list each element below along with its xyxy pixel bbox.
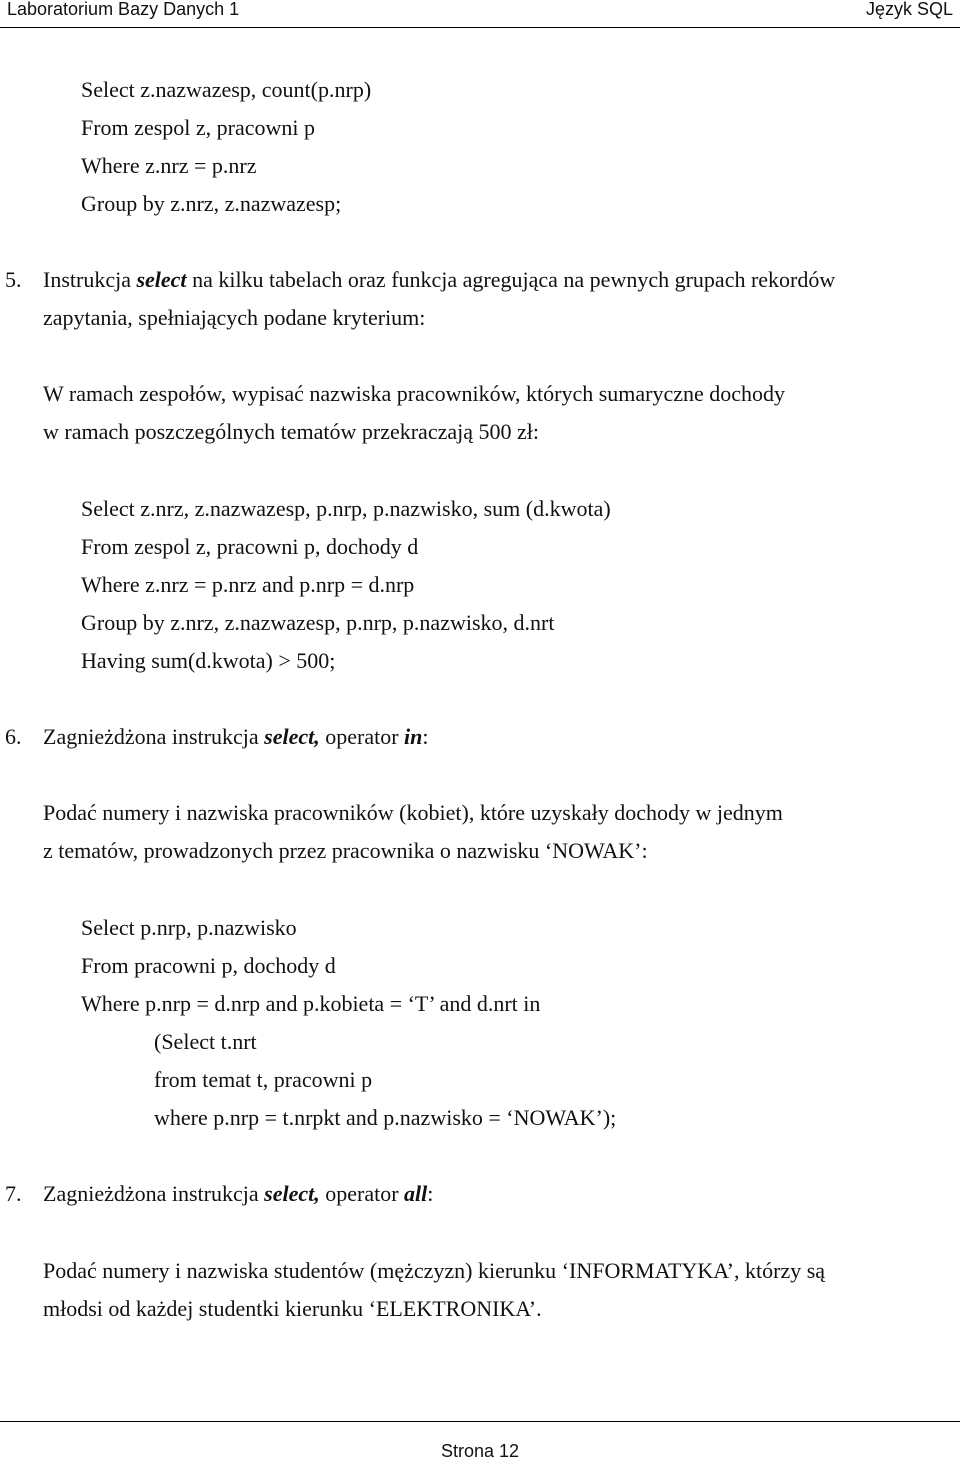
section-7-number: 7. [5, 1181, 22, 1206]
header-left: Laboratorium Bazy Danych 1 [7, 0, 240, 19]
code-line: From zespol z, pracowni p [81, 115, 315, 140]
section-5-title-line2: zapytania, spełniających podane kryterium: [43, 305, 426, 330]
header-rule [0, 27, 960, 28]
code-line: Where z.nrz = p.nrz and p.nrp = d.nrp [81, 572, 415, 597]
code-line: Select z.nazwazesp, count(p.nrp) [81, 77, 372, 102]
section-7-task: Podać numery i nazwiska studentów (mężczyzn) kierunku ‘INFORMATYKA’, którzy są [43, 1258, 826, 1283]
subquery-line: where p.nrp = t.nrpkt and p.nazwisko = ‘NOWAK’); [154, 1105, 617, 1130]
code-line: Select z.nrz, z.nazwazesp, p.nrp, p.nazwisko, sum (d.kwota) [81, 496, 611, 521]
code-line: From pracowni p, dochody d [81, 953, 336, 978]
code-line: From zespol z, pracowni p, dochody d [81, 534, 419, 559]
code-line: Having sum(d.kwota) > 500; [81, 648, 336, 673]
section-6-title: Zagnieżdżona instrukcja select, operator in: [43, 724, 429, 749]
section-6-task-line2: z tematów, prowadzonych przez pracownika o nazwisku ‘NOWAK’: [43, 838, 648, 863]
section-5-task: W ramach zespołów, wypisać nazwiska pracowników, których sumaryczne dochody [43, 381, 786, 406]
header-right: Język SQL [865, 0, 953, 19]
page-number: Strona 12 [440, 1441, 520, 1461]
subquery-line: from temat t, pracowni p [154, 1067, 373, 1092]
page-header [0, 0, 960, 22]
code-line: Where z.nrz = p.nrz [81, 153, 257, 178]
section-5-number: 5. [5, 267, 22, 292]
subquery-line: (Select t.nrt [154, 1029, 257, 1054]
section-7-title: Zagnieżdżona instrukcja select, operator all: [43, 1181, 434, 1206]
code-line: Group by z.nrz, z.nazwazesp, p.nrp, p.nazwisko, d.nrt [81, 610, 555, 635]
footer-rule [0, 1421, 960, 1422]
section-7-task-line2: młodsi od każdej studentki kierunku ‘ELEKTRONIKA’. [43, 1296, 542, 1321]
section-5-task-line2: w ramach poszczególnych tematów przekraczają 500 zł: [43, 419, 539, 444]
section-5-title: Instrukcja select na kilku tabelach oraz funkcja agregująca na pewnych grupach rekordów [43, 267, 836, 292]
section-6-number: 6. [5, 724, 22, 749]
section-6-task: Podać numery i nazwiska pracowników (kobiet), które uzyskały dochody w jednym [43, 800, 783, 825]
code-line: Select p.nrp, p.nazwisko [81, 915, 297, 940]
code-line: Where p.nrp = d.nrp and p.kobieta = ‘T’ and d.nrt in [81, 991, 541, 1016]
code-line: Group by z.nrz, z.nazwazesp; [81, 191, 342, 216]
